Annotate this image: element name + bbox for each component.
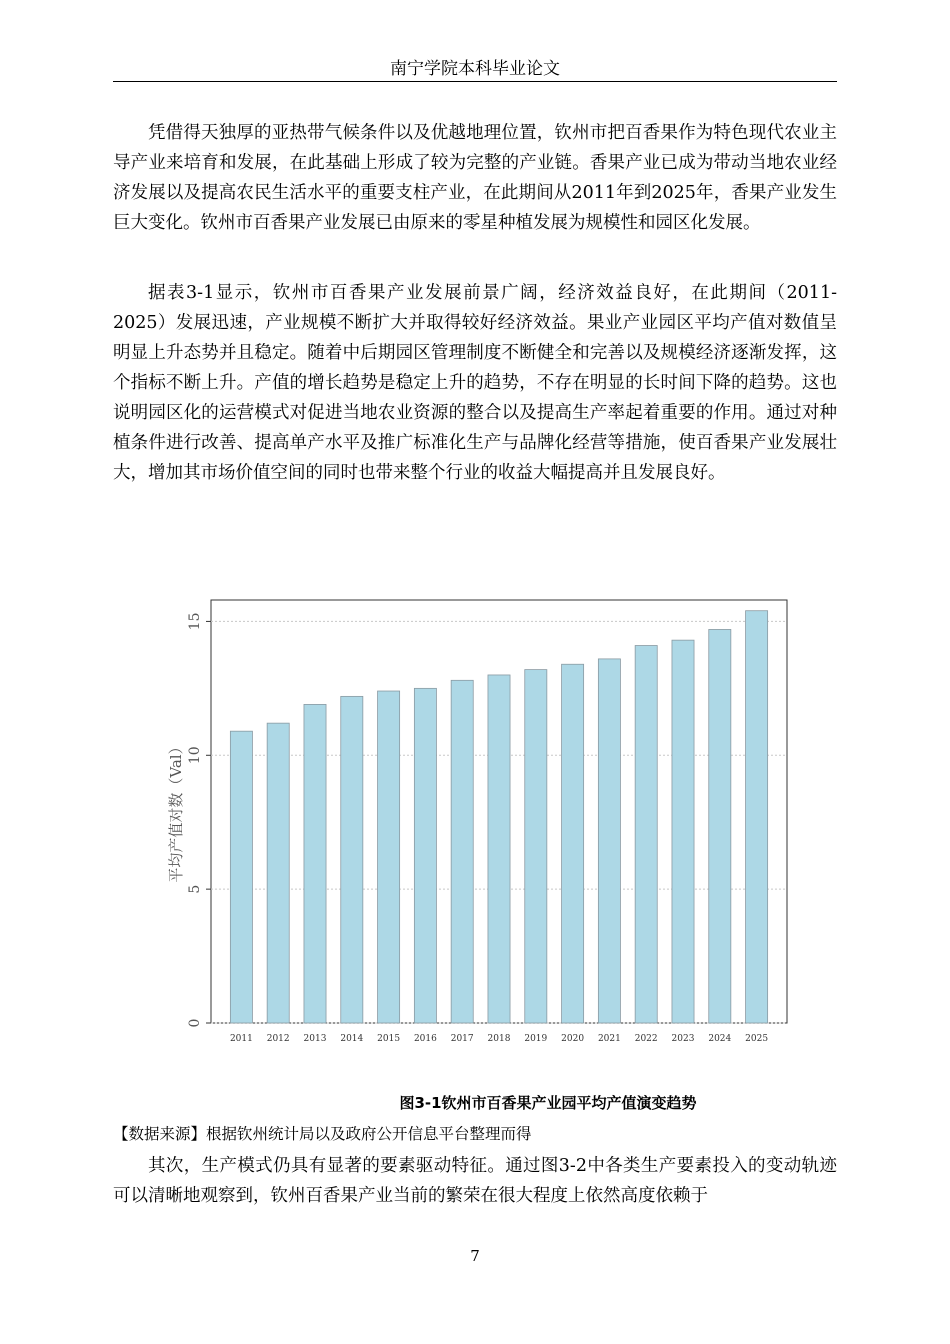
bar-2022 [635, 646, 657, 1023]
x-tick-label: 2022 [634, 1034, 658, 1044]
x-axis-ticks [230, 1034, 768, 1044]
bar-chart [155, 590, 805, 1060]
x-tick-label: 2012 [266, 1034, 290, 1044]
bar-2013 [304, 704, 326, 1023]
figure-caption: 图3-1钦州市百香果产业园平均产值演变趋势 [399, 1094, 697, 1112]
y-tick-label: 0 [187, 1018, 203, 1028]
body-paragraph-2: 据表3-1显示，钦州市百香果产业发展前景广阔，经济效益良好，在此期间（2011-2025）发展迅速，产业规模不断扩大并取得较好经济效益。果业产业园区平均产值对数值呈明显上升态势并且稳定。随着中后期园区管理制度不断健全和完善以及规模经济逐渐发挥，这个指标不断上升。产值的增长趋势是稳定上升的趋势，不存在明显的长时间下降的趋势。这也说明园区化的运营模式对促进当地农业资源的整合以及提高生产率起着重要的作用。通过对种植条件进行改善、提高单产水平及推广标准化生产与品牌化经营等措施，使百香果产业发展壮大，增加其市场价值空间的同时也带来整个行业的收益大幅提高并且发展良好。 [113, 283, 837, 483]
page-number: 7 [470, 1247, 480, 1265]
bar-2019 [525, 670, 547, 1023]
bar-2014 [341, 696, 363, 1023]
x-tick-label: 2014 [340, 1034, 364, 1044]
bar-2021 [598, 659, 620, 1023]
y-tick-label: 5 [187, 884, 203, 894]
x-tick-label: 2023 [671, 1034, 695, 1044]
y-axis-ticks [187, 613, 211, 1028]
bar-2017 [451, 680, 473, 1023]
x-tick-label: 2018 [487, 1034, 511, 1044]
y-tick-label: 10 [187, 746, 203, 765]
bar-2011 [230, 731, 252, 1023]
running-header: 南宁学院本科毕业论文 [390, 59, 560, 79]
bar-2024 [709, 629, 731, 1023]
x-tick-label: 2016 [413, 1034, 437, 1044]
bar-2012 [267, 723, 289, 1023]
x-tick-label: 2011 [229, 1034, 253, 1044]
bar-2015 [378, 691, 400, 1023]
x-tick-label: 2019 [524, 1034, 548, 1044]
x-tick-label: 2020 [561, 1034, 585, 1044]
y-tick-label: 15 [187, 612, 203, 631]
bar-2025 [746, 611, 768, 1023]
y-axis-label: 平均产值对数（Val） [167, 739, 185, 883]
header-rule [113, 81, 837, 82]
body-paragraph-3: 其次，生产模式仍具有显著的要素驱动特征。通过图3-2中各类生产要素投入的变动轨迹可以清晰地观察到，钦州百香果产业当前的繁荣在很大程度上依然高度依赖于 [113, 1156, 837, 1206]
bar-2023 [672, 640, 694, 1023]
x-tick-label: 2021 [597, 1034, 621, 1044]
bar-2016 [414, 688, 436, 1023]
figure-3-1 [155, 590, 805, 1060]
x-tick-label: 2013 [303, 1034, 327, 1044]
x-tick-label: 2025 [745, 1034, 769, 1044]
data-source-note: 【数据来源】根据钦州统计局以及政府公开信息平台整理而得 [113, 1125, 532, 1143]
x-tick-label: 2017 [450, 1034, 474, 1044]
bar-2020 [562, 664, 584, 1023]
x-tick-label: 2024 [708, 1034, 732, 1044]
x-tick-label: 2015 [377, 1034, 401, 1044]
body-paragraph-1: 凭借得天独厚的亚热带气候条件以及优越地理位置，钦州市把百香果作为特色现代农业主导产业来培育和发展，在此基础上形成了较为完整的产业链。香果产业已成为带动当地农业经济发展以及提高农民生活水平的重要支柱产业，在此期间从2011年到2025年，香果产业发生巨大变化。钦州市百香果产业发展已由原来的零星种植发展为规模性和园区化发展。 [113, 123, 837, 233]
bar-2018 [488, 675, 510, 1023]
